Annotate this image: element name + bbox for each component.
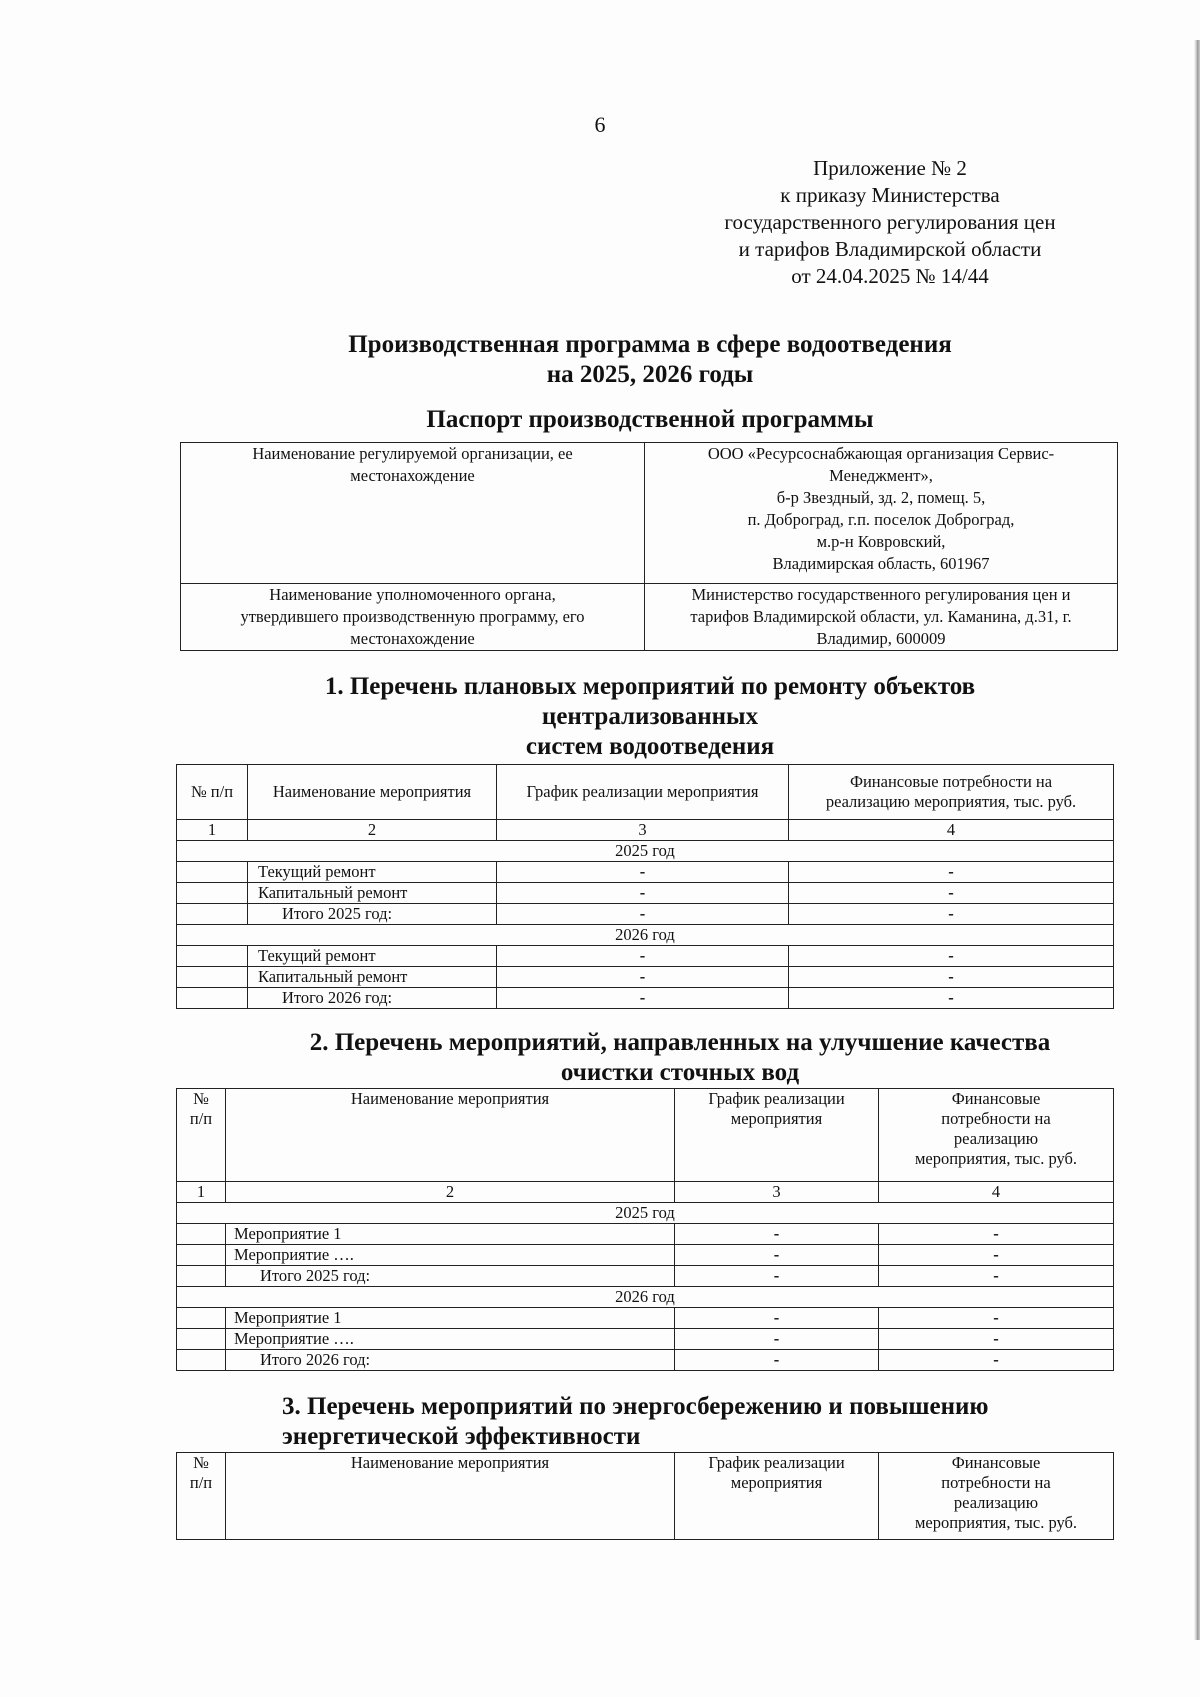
cell-line: реализацию: [953, 1493, 1039, 1512]
section2-title: [230, 1028, 1130, 1088]
cell-line: реализацию: [953, 1129, 1039, 1148]
year-row: [177, 925, 1114, 946]
table-row: [181, 584, 1118, 651]
cell-line: мероприятия, тыс. руб.: [914, 1513, 1078, 1532]
passport-title: [170, 405, 1130, 435]
row-name: Итого 2025 год:: [248, 904, 497, 925]
appendix-line: Приложение № 2: [813, 156, 967, 180]
row-schedule: -: [497, 967, 789, 988]
cell-line: №: [193, 1089, 209, 1108]
main-title: [170, 330, 1130, 390]
cell-line: м.р-н Ковровский,: [816, 532, 946, 551]
row-finance: -: [789, 904, 1114, 925]
row-finance: -: [879, 1224, 1114, 1245]
table-row: [181, 443, 1118, 584]
cell-line: Владимир, 600009: [816, 629, 946, 648]
column-number: 3: [675, 1182, 879, 1203]
table-header-row: [177, 765, 1114, 820]
cell-line: потребности на: [941, 1473, 1051, 1492]
column-number-row: [177, 820, 1114, 841]
cell-line: Министерство государственного регулирования цен и: [691, 585, 1071, 604]
year-label: 2026 год: [177, 925, 1114, 946]
table-row: [177, 988, 1114, 1009]
row-finance: -: [879, 1245, 1114, 1266]
header-finance: [879, 1089, 1114, 1182]
cell-line: Наименование регулируемой организации, ее: [252, 444, 573, 463]
row-name: Мероприятие 1: [226, 1224, 675, 1245]
header-schedule: [675, 1089, 879, 1182]
header-name: Наименование мероприятия: [226, 1453, 675, 1540]
column-number: 1: [177, 820, 248, 841]
title-line: 3. Перечень мероприятий по энергосбережению и повышению: [282, 1393, 989, 1420]
table-row: [177, 883, 1114, 904]
column-number-row: [177, 1182, 1114, 1203]
year-label: 2026 год: [177, 1287, 1114, 1308]
cell-line: График реализации: [708, 1089, 845, 1108]
header-finance: [879, 1453, 1114, 1540]
cell-line: мероприятия: [730, 1109, 823, 1128]
appendix-line: и тарифов Владимирской области: [738, 237, 1042, 261]
main-title-line: Производственная программа в сфере водоотведения: [348, 331, 952, 358]
title-line: очистки сточных вод: [560, 1059, 800, 1086]
empty-cell: [177, 1266, 226, 1287]
row-schedule: -: [675, 1329, 879, 1350]
year-row: [177, 1287, 1114, 1308]
table-row: [177, 1266, 1114, 1287]
row-schedule: -: [675, 1308, 879, 1329]
row-name: Капитальный ремонт: [248, 883, 497, 904]
row-name: Мероприятие ….: [226, 1245, 675, 1266]
title-line: 1. Перечень плановых мероприятий по ремонту объектов: [324, 673, 976, 700]
column-number: 3: [497, 820, 789, 841]
table-header-row: [177, 1453, 1114, 1540]
appendix-note: [690, 155, 1090, 290]
empty-cell: [177, 967, 248, 988]
row-schedule: -: [497, 883, 789, 904]
cell-line: Финансовые потребности на: [849, 772, 1053, 791]
scan-edge-shadow: [1194, 40, 1200, 1640]
appendix-line: от 24.04.2025 № 14/44: [791, 264, 989, 288]
cell-line: тарифов Владимирской области, ул. Каманина, д.31, г.: [690, 607, 1072, 626]
table-row: [177, 1308, 1114, 1329]
year-label: 2025 год: [177, 841, 1114, 862]
header-schedule: График реализации мероприятия: [497, 765, 789, 820]
passport-label-cell: [181, 443, 645, 584]
section1-table: [176, 764, 1114, 1009]
cell-line: утвердившего производственную программу, его: [240, 607, 585, 626]
row-finance: -: [789, 862, 1114, 883]
row-name: Итого 2025 год:: [226, 1266, 675, 1287]
cell-line: Финансовые: [951, 1453, 1041, 1472]
title-line: 2. Перечень мероприятий, направленных на улучшение качества: [309, 1029, 1051, 1056]
row-name: Текущий ремонт: [248, 946, 497, 967]
column-number: 2: [248, 820, 497, 841]
section2-table: [176, 1088, 1114, 1371]
row-name: Итого 2026 год:: [248, 988, 497, 1009]
cell-line: №: [193, 1453, 209, 1472]
row-finance: -: [789, 988, 1114, 1009]
cell-line: местонахождение: [350, 466, 475, 485]
row-finance: -: [789, 883, 1114, 904]
row-finance: -: [879, 1308, 1114, 1329]
title-line: энергетической эффективности: [282, 1423, 641, 1450]
cell-line: потребности на: [941, 1109, 1051, 1128]
table-row: [177, 1224, 1114, 1245]
empty-cell: [177, 862, 248, 883]
passport-label-cell: [181, 584, 645, 651]
row-schedule: -: [497, 904, 789, 925]
row-name: Текущий ремонт: [248, 862, 497, 883]
appendix-line: к приказу Министерства: [780, 183, 1000, 207]
cell-line: реализацию мероприятия, тыс. руб.: [825, 792, 1077, 811]
empty-cell: [177, 904, 248, 925]
cell-line: Наименование уполномоченного органа,: [269, 585, 556, 604]
cell-line: ООО «Ресурсоснабжающая организация Сервис-: [707, 444, 1055, 463]
empty-cell: [177, 1245, 226, 1266]
header-name: Наименование мероприятия: [248, 765, 497, 820]
empty-cell: [177, 883, 248, 904]
passport-title-text: Паспорт производственной программы: [426, 406, 874, 433]
cell-line: п/п: [189, 1109, 213, 1128]
cell-line: Финансовые: [951, 1089, 1041, 1108]
table-row: [177, 946, 1114, 967]
row-finance: -: [789, 946, 1114, 967]
row-schedule: -: [675, 1266, 879, 1287]
cell-line: мероприятия: [730, 1473, 823, 1492]
empty-cell: [177, 1350, 226, 1371]
table-row: [177, 1329, 1114, 1350]
table-header-row: [177, 1089, 1114, 1182]
column-number: 4: [789, 820, 1114, 841]
header-schedule: [675, 1453, 879, 1540]
section3-title: [282, 1392, 1102, 1452]
header-name: Наименование мероприятия: [226, 1089, 675, 1182]
section3-table: [176, 1452, 1114, 1540]
page-number: 6: [594, 112, 606, 137]
title-line: централизованных: [541, 703, 759, 730]
appendix-line: государственного регулирования цен: [724, 210, 1056, 234]
year-row: [177, 841, 1114, 862]
year-row: [177, 1203, 1114, 1224]
cell-line: Менеджмент»,: [829, 466, 933, 485]
row-name: Мероприятие 1: [226, 1308, 675, 1329]
empty-cell: [177, 988, 248, 1009]
table-row: [177, 862, 1114, 883]
title-line: систем водоотведения: [525, 733, 775, 760]
row-finance: -: [789, 967, 1114, 988]
row-schedule: -: [675, 1350, 879, 1371]
column-number: 4: [879, 1182, 1114, 1203]
row-finance: -: [879, 1329, 1114, 1350]
table-row: [177, 1245, 1114, 1266]
column-number: 2: [226, 1182, 675, 1203]
header-num: [177, 1089, 226, 1182]
header-finance: [789, 765, 1114, 820]
row-schedule: -: [497, 862, 789, 883]
header-num: № п/п: [177, 765, 248, 820]
empty-cell: [177, 1329, 226, 1350]
passport-table: [180, 442, 1118, 651]
passport-value-cell: [645, 584, 1118, 651]
cell-line: местонахождение: [350, 629, 475, 648]
row-name: Мероприятие ….: [226, 1329, 675, 1350]
year-label: 2025 год: [177, 1203, 1114, 1224]
cell-line: б-р Звездный, зд. 2, помещ. 5,: [776, 488, 986, 507]
cell-line: График реализации: [708, 1453, 845, 1472]
row-schedule: -: [675, 1224, 879, 1245]
column-number: 1: [177, 1182, 226, 1203]
empty-cell: [177, 1308, 226, 1329]
empty-cell: [177, 946, 248, 967]
cell-line: п/п: [189, 1473, 213, 1492]
header-num: [177, 1453, 226, 1540]
passport-value-cell: [645, 443, 1118, 584]
table-row: [177, 1350, 1114, 1371]
row-schedule: -: [675, 1245, 879, 1266]
table-row: [177, 904, 1114, 925]
row-name: Итого 2026 год:: [226, 1350, 675, 1371]
cell-line: п. Доброград, г.п. поселок Доброград,: [747, 510, 1015, 529]
row-schedule: -: [497, 946, 789, 967]
row-schedule: -: [497, 988, 789, 1009]
cell-line: мероприятия, тыс. руб.: [914, 1149, 1078, 1168]
section1-title: [170, 672, 1130, 762]
row-finance: -: [879, 1266, 1114, 1287]
cell-line: Владимирская область, 601967: [772, 554, 990, 573]
table-row: [177, 967, 1114, 988]
empty-cell: [177, 1224, 226, 1245]
main-title-line: на 2025, 2026 годы: [546, 361, 754, 388]
row-name: Капитальный ремонт: [248, 967, 497, 988]
row-finance: -: [879, 1350, 1114, 1371]
